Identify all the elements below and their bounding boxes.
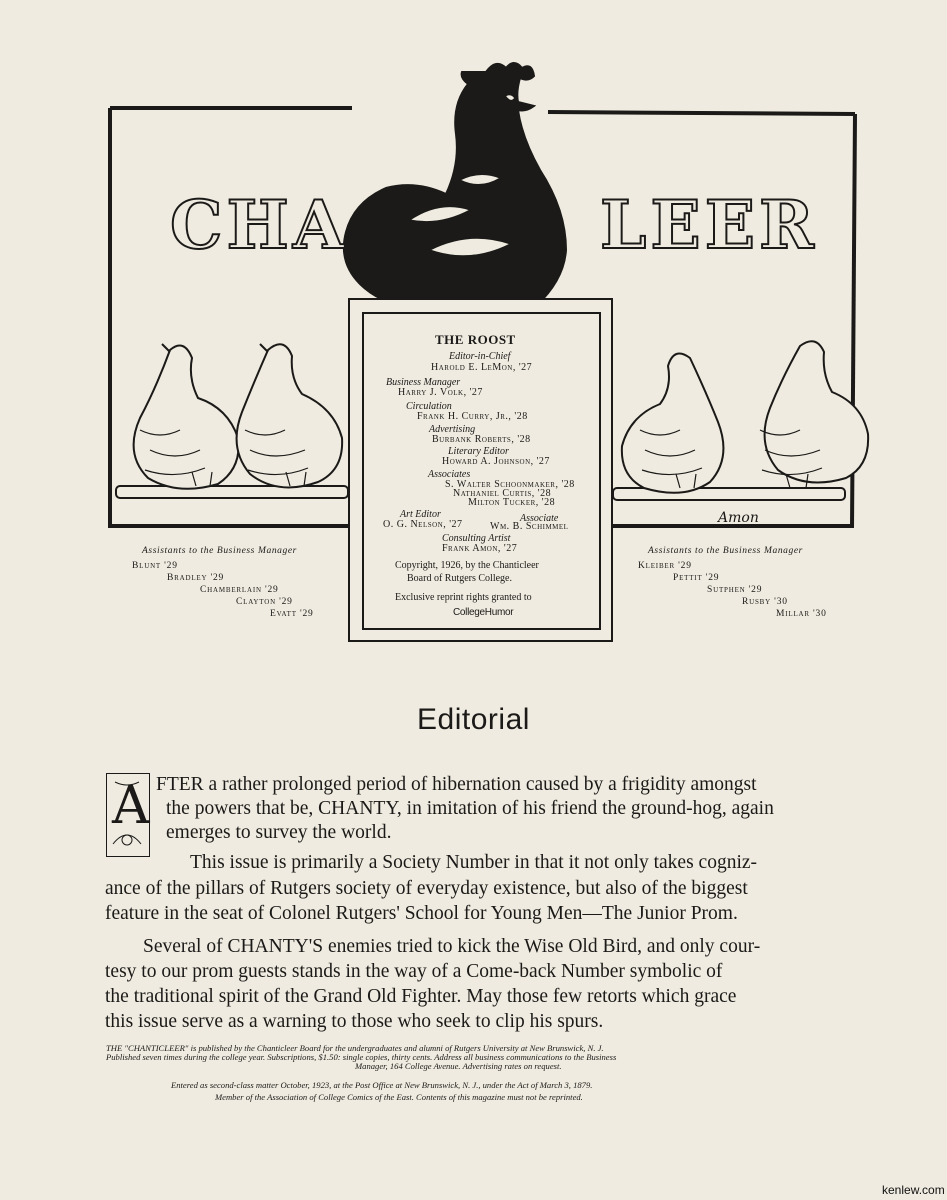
associate-name: Milton Tucker, '28 [468,497,556,508]
assistant-name: Millar '30 [776,609,827,619]
roost-title: THE ROOST [435,332,516,347]
art-editor: O. G. Nelson, '27 [383,519,463,530]
editorial-line: feature in the seat of Colonel Rutgers' School for Young Men—The Junior Prom. [105,903,738,924]
assistant-name: Clayton '29 [236,597,293,607]
editorial-line: ance of the pillars of Rutgers society of everyday existence, but also of the biggest [105,878,748,899]
editorial-line: Several of CHANTY'S enemies tried to kick the Wise Old Bird, and only cour- [143,936,761,957]
college-humor-logo: CollegeHumor [453,607,514,618]
editorial-line: FTER a rather prolonged period of hibernation caused by a frigidity amongst [156,774,757,795]
publication-notice: Manager, 164 College Avenue. Advertising rates on request. [355,1061,562,1071]
editorial-line: this issue serve as a warning to those who seek to clip his spurs. [105,1011,604,1032]
associates-label: Associates [428,469,471,480]
assistant-name: Evatt '29 [270,609,314,619]
rooster-illustration [344,63,566,315]
publication-notice: Published seven times during the college year. Subscriptions, $1.50: single copies, thirty cents. Address all business communications to the Business [106,1052,617,1062]
assistants-heading-right: Assistants to the Business Manager [648,546,803,556]
assistant-name: Chamberlain '29 [200,585,279,595]
copyright-line: Copyright, 1926, by the Chanticleer [395,560,539,571]
site-watermark: kenlew.com [882,1183,945,1197]
assistant-name: Rusby '30 [742,597,788,607]
assistant-name: Sutphen '29 [707,585,763,595]
consulting-artist-label: Consulting Artist [442,533,511,544]
mailing-notice: Entered as second-class matter October, 1923, at the Post Office at New Brunswick, N. J., under the Act of March 3, 1879. [171,1080,593,1090]
editorial-line: This issue is primarily a Society Number in that it not only takes cogniz- [190,852,758,873]
editorial-line: the traditional spirit of the Grand Old Fighter. May those few retorts which grace [105,986,737,1007]
hen-illustration [622,341,868,493]
art-editor-label: Art Editor [400,509,441,520]
masthead-title-right: LEER [600,186,818,264]
publication-notice: THE "CHANTICLEER" is published by the Chanticleer Board for the undergraduates and alumni of Rutgers University at New Brunswick, N. J. [106,1043,604,1053]
dropcap-letter: A [112,776,150,836]
business-manager-label: Business Manager [386,377,461,388]
assistants-heading-left: Assistants to the Business Manager [142,546,297,556]
assistant-name: Bradley '29 [167,573,225,583]
dropcap-frame [106,773,150,857]
mailing-notice: Member of the Association of College Comics of the East. Contents of this magazine must not be reprinted. [215,1092,583,1102]
advertising: Burbank Roberts, '28 [432,434,531,445]
assistant-name: Kleiber '29 [638,561,692,571]
copyright-line: Board of Rutgers College. [407,573,512,584]
editor-in-chief: Harold E. LeMon, '27 [431,362,533,373]
editorial-title: Editorial [417,703,530,736]
hen-illustration [134,344,343,489]
masthead-title-left: CHA [170,186,349,264]
editorial-line: tesy to our prom guests stands in the way of a Come-back Number symbolic of [105,961,723,982]
art-associate: Wm. B. Schimmel [490,521,569,532]
editor-in-chief-label: Editor-in-Chief [449,351,511,362]
advertising-label: Advertising [429,424,476,435]
assistant-name: Blunt '29 [132,561,178,571]
literary-editor: Howard A. Johnson, '27 [442,456,550,467]
literary-editor-label: Literary Editor [448,446,509,457]
associate-name: Nathaniel Curtis, '28 [453,488,552,499]
artist-signature: Amon [718,510,759,526]
associate-label: Associate [520,513,559,524]
assistant-name: Pettit '29 [673,573,720,583]
reprint-notice: Exclusive reprint rights granted to [395,592,532,603]
business-manager: Harry J. Volk, '27 [398,387,483,398]
associate-name: S. Walter Schoonmaker, '28 [445,479,575,490]
consulting-artist: Frank Amon, '27 [442,543,518,554]
circulation-label: Circulation [406,401,452,412]
circulation: Frank H. Curry, Jr., '28 [417,411,528,422]
editorial-line: the powers that be, CHANTY, in imitation of his friend the ground-hog, again [166,798,774,819]
editorial-line: emerges to survey the world. [166,822,392,843]
